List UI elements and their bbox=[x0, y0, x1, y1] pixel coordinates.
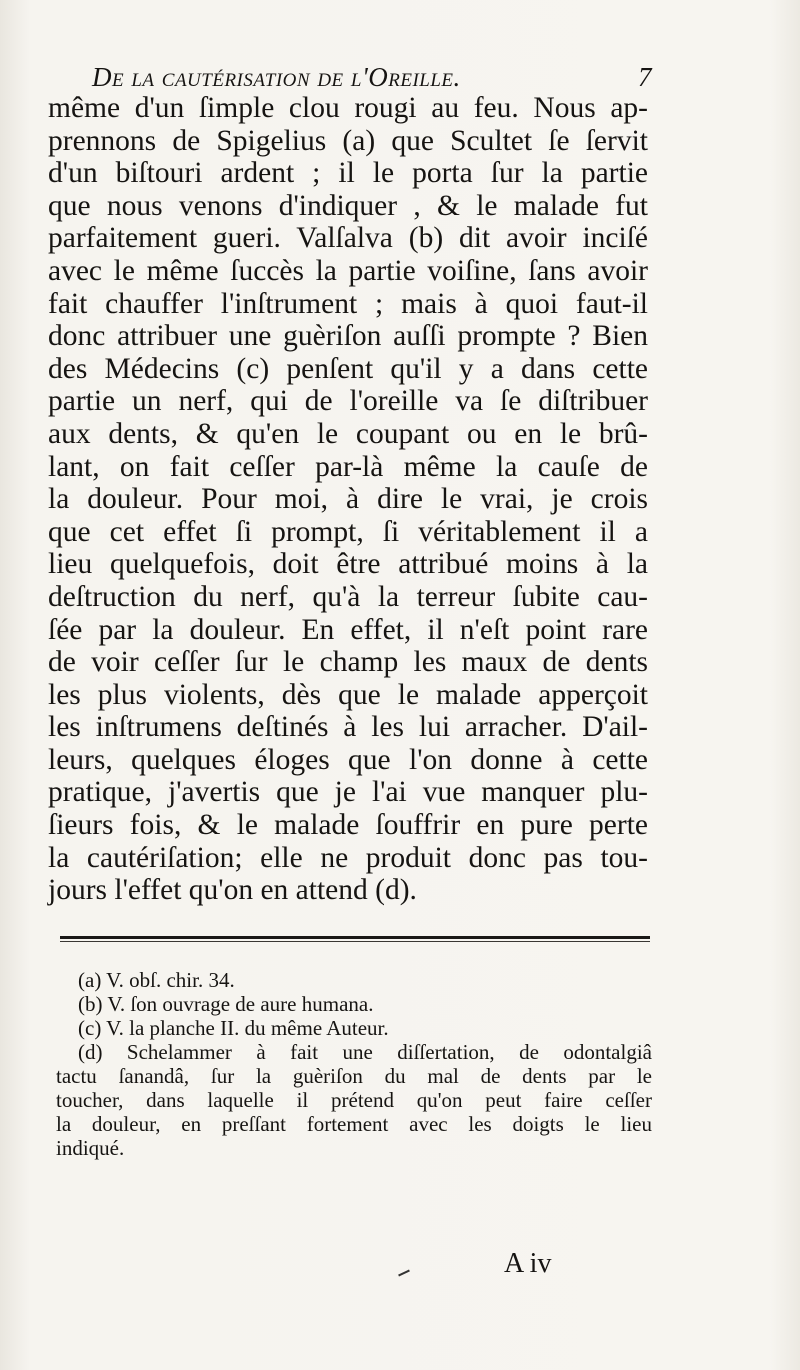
text-line: que cet effet ſi prompt, ſi véritablement il a bbox=[48, 515, 648, 548]
text-line: prennons de Spigelius (a) que Scultet ſe ſervit bbox=[48, 124, 648, 157]
text-line: d'un biſtouri ardent ; il le porta ſur la partie bbox=[48, 157, 648, 190]
text-line: la douleur. Pour moi, à dire le vrai, je crois bbox=[48, 483, 648, 516]
footnote-d-line: la douleur, en preſſant fortement avec les doigts le lieu bbox=[56, 1112, 652, 1136]
footnote-divider bbox=[60, 936, 650, 939]
text-line: lant, on fait ceſſer par-là même la cauſe de bbox=[48, 450, 648, 483]
text-line: les inſtrumens deſtinés à les lui arracher. D'ail- bbox=[48, 711, 648, 744]
text-line: les plus violents, dès que le malade apperçoit bbox=[48, 678, 648, 711]
ink-mark bbox=[398, 1270, 410, 1277]
footnote-d-line: indiqué. bbox=[56, 1136, 125, 1160]
footnote-d-line: toucher, dans laquelle il prétend qu'on peut faire ceſſer bbox=[56, 1088, 652, 1112]
footnotes bbox=[56, 968, 652, 1160]
text-line: donc attribuer une guèriſon auſſi prompte ? Bien bbox=[48, 320, 648, 353]
text-line: de voir ceſſer ſur le champ les maux de dents bbox=[48, 646, 648, 679]
text-line: ſieurs fois, & le malade ſouffrir en pure perte bbox=[48, 809, 648, 842]
text-line: leurs, quelques éloges que l'on donne à cette bbox=[48, 743, 648, 776]
footnote-c: (c) V. la planche II. du même Auteur. bbox=[78, 1016, 389, 1040]
text-line: pratique, j'avertis que je l'ai vue manquer plu- bbox=[48, 776, 648, 809]
running-head-title: De la cautérisation de l'Oreille. bbox=[92, 62, 461, 92]
text-line: aux dents, & qu'en le coupant ou en le brû- bbox=[48, 417, 648, 450]
text-line: la cautériſation; elle ne produit donc pas tou- bbox=[48, 841, 648, 874]
footnote-d-line: tactu ſanandâ, ſur la guèriſon du mal de dents par le bbox=[56, 1064, 652, 1088]
text-line: jours l'effet qu'on en attend (d). bbox=[48, 874, 417, 907]
text-line: parfaitement gueri. Valſalva (b) dit avoir inciſé bbox=[48, 222, 648, 255]
footnote-divider-thin bbox=[60, 941, 650, 942]
page-number: 7 bbox=[638, 62, 652, 92]
text-line: des Médecins (c) penſent qu'il y a dans cette bbox=[48, 352, 648, 385]
text-line: lieu quelquefois, doit être attribué moins à la bbox=[48, 548, 648, 581]
body-text bbox=[48, 92, 648, 907]
footnote-a: (a) V. obſ. chir. 34. bbox=[78, 968, 235, 992]
text-line: deſtruction du nerf, qu'à la terreur ſubite cau- bbox=[48, 580, 648, 613]
text-line: ſée par la douleur. En effet, il n'eſt point rare bbox=[48, 613, 648, 646]
footnote-b: (b) V. ſon ouvrage de aure humana. bbox=[78, 992, 374, 1016]
text-line: fait chauffer l'inſtrument ; mais à quoi faut-il bbox=[48, 287, 648, 320]
text-line: que nous venons d'indiquer , & le malade fut bbox=[48, 189, 648, 222]
text-line: partie un nerf, qui de l'oreille va ſe diſtribuer bbox=[48, 385, 648, 418]
text-line: même d'un ſimple clou rougi au feu. Nous ap- bbox=[48, 92, 648, 124]
footnote-d-line: (d) Schelammer à fait une diſſertation, de odontalgiâ bbox=[78, 1040, 652, 1064]
signature-mark: A iv bbox=[504, 1248, 552, 1279]
text-line: avec le même ſuccès la partie voiſine, ſans avoir bbox=[48, 254, 648, 287]
running-head bbox=[92, 62, 652, 93]
